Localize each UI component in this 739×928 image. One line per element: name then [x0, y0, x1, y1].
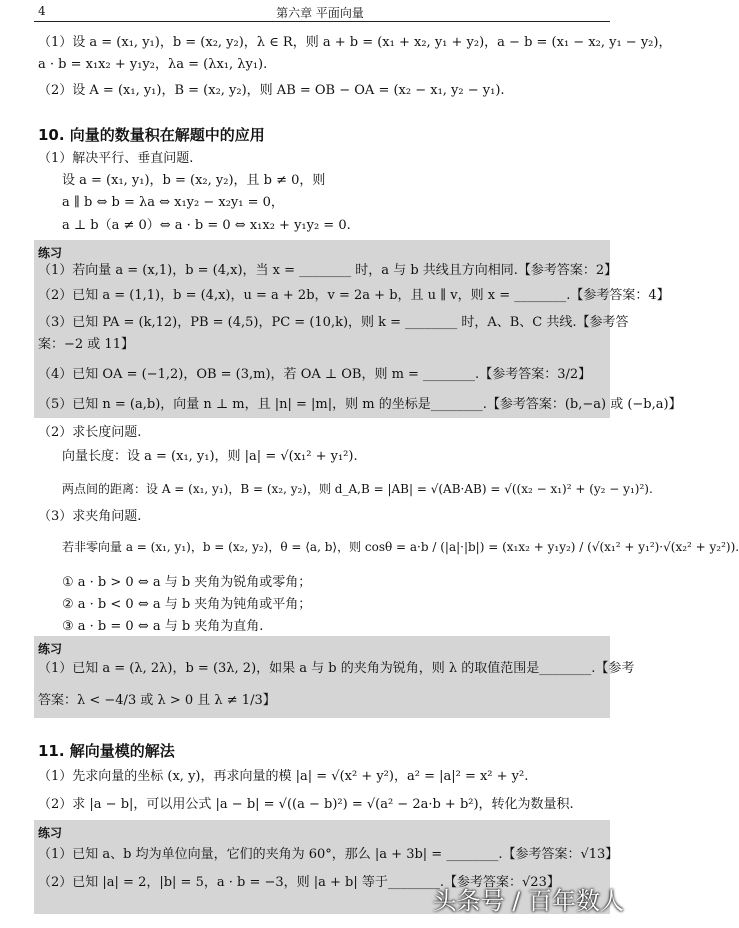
text-line: 两点间的距离：设 A = (x₁, y₁)，B = (x₂, y₂)，则 d_A,B = |AB| = √(AB·AB) = √((x₂ − x₁)² + (y₂ − y₁)²).	[62, 482, 653, 496]
chapter-title: 第六章 平面向量	[276, 6, 364, 20]
exercise-line: （2）已知 a = (1,1)，b = (4,x)，u = a + 2b，v = 2a + b，且 u ∥ v，则 x = ________.【参考答案：4】	[38, 288, 670, 303]
text-line: a ⊥ b（a ≠ 0）⇔ a · b = 0 ⇔ x₁x₂ + y₁y₂ = 0.	[62, 218, 351, 233]
text-line: 设 a = (x₁, y₁)，b = (x₂, y₂)，且 b ≠ 0，则	[62, 173, 326, 188]
page-header	[0, 0, 640, 22]
text-line: 若非零向量 a = (x₁, y₁)，b = (x₂, y₂)，θ = ⟨a, b⟩，则 cosθ = a·b / (|a|·|b|) = (x₁x₂ + y₁y₂) / (√(x₁² + y₁²)·√(x₂² + y₂²)).	[62, 540, 739, 554]
text-line: ② a · b < 0 ⇔ a 与 b 夹角为钝角或平角；	[62, 597, 312, 612]
page-number: 4	[38, 4, 46, 18]
exercise-line: 答案：λ < −4/3 或 λ > 0 且 λ ≠ 1/3】	[38, 693, 276, 708]
subsection-title: （2）求长度问题.	[38, 425, 142, 440]
text-line: ③ a · b = 0 ⇔ a 与 b 夹角为直角.	[62, 619, 264, 634]
exercise-line: （1）已知 a = (λ, 2λ)，b = (3λ, 2)，如果 a 与 b 的夹角为锐角，则 λ 的取值范围是________.【参考	[38, 661, 635, 676]
text-line: （2）设 A = (x₁, y₁)，B = (x₂, y₂)，则 AB = OB − OA = (x₂ − x₁, y₂ − y₁).	[38, 83, 505, 98]
text-line: 向量长度：设 a = (x₁, y₁)，则 |a| = √(x₁² + y₁²).	[62, 449, 358, 464]
exercise-line: （5）已知 n = (a,b)，向量 n ⊥ m，且 |n| = |m|，则 m 的坐标是________.【参考答案：(b,−a) 或 (−b,a)】	[38, 397, 682, 412]
text-line: ① a · b > 0 ⇔ a 与 b 夹角为锐角或零角；	[62, 575, 312, 590]
exercise-line: （4）已知 OA = (−1,2)，OB = (3,m)，若 OA ⊥ OB，则 m = ________.【参考答案：3/2】	[38, 367, 592, 382]
section-heading: 11. 解向量模的解法	[38, 742, 175, 760]
exercise-line: 案：−2 或 11】	[38, 337, 134, 352]
exercise-line: （2）已知 |a| = 2，|b| = 5，a · b = −3，则 |a + b| 等于________.【参考答案：√23】	[38, 875, 560, 890]
section-heading: 10. 向量的数量积在解题中的应用	[38, 126, 265, 144]
text-line: （1）设 a = (x₁, y₁)，b = (x₂, y₂)，λ ∈ R，则 a + b = (x₁ + x₂, y₁ + y₂)，a − b = (x₁ − x₂, y₁ − y₂)，	[38, 35, 672, 50]
exercise-line: （3）已知 PA = (k,12)，PB = (4,5)，PC = (10,k)，则 k = ________ 时，A、B、C 共线.【参考答	[38, 315, 629, 330]
practice-label: 练习	[38, 642, 63, 656]
header-rule	[34, 21, 610, 22]
text-line: a ∥ b ⇔ b = λa ⇔ x₁y₂ − x₂y₁ = 0，	[62, 195, 284, 210]
text-line: （1）先求向量的坐标 (x, y)，再求向量的模 |a| = √(x² + y²)，a² = |a|² = x² + y².	[38, 769, 529, 784]
practice-label: 练习	[38, 246, 63, 260]
subsection-title: （3）求夹角问题.	[38, 509, 142, 524]
subsection-title: （1）解决平行、垂直问题.	[38, 151, 194, 166]
text-line: （2）求 |a − b|，可以用公式 |a − b| = √((a − b)²) = √(a² − 2a·b + b²)，转化为数量积.	[38, 797, 574, 812]
exercise-line: （1）已知 a、b 均为单位向量，它们的夹角为 60°，那么 |a + 3b| = ________.【参考答案：√13】	[38, 847, 619, 862]
exercise-line: （1）若向量 a = (x,1)，b = (4,x)，当 x = ________ 时，a 与 b 共线且方向相同.【参考答案：2】	[38, 263, 618, 278]
watermark: 头条号 / 百年数人	[432, 887, 624, 915]
practice-label: 练习	[38, 826, 63, 840]
text-line: a · b = x₁x₂ + y₁y₂，λa = (λx₁, λy₁).	[38, 57, 268, 72]
